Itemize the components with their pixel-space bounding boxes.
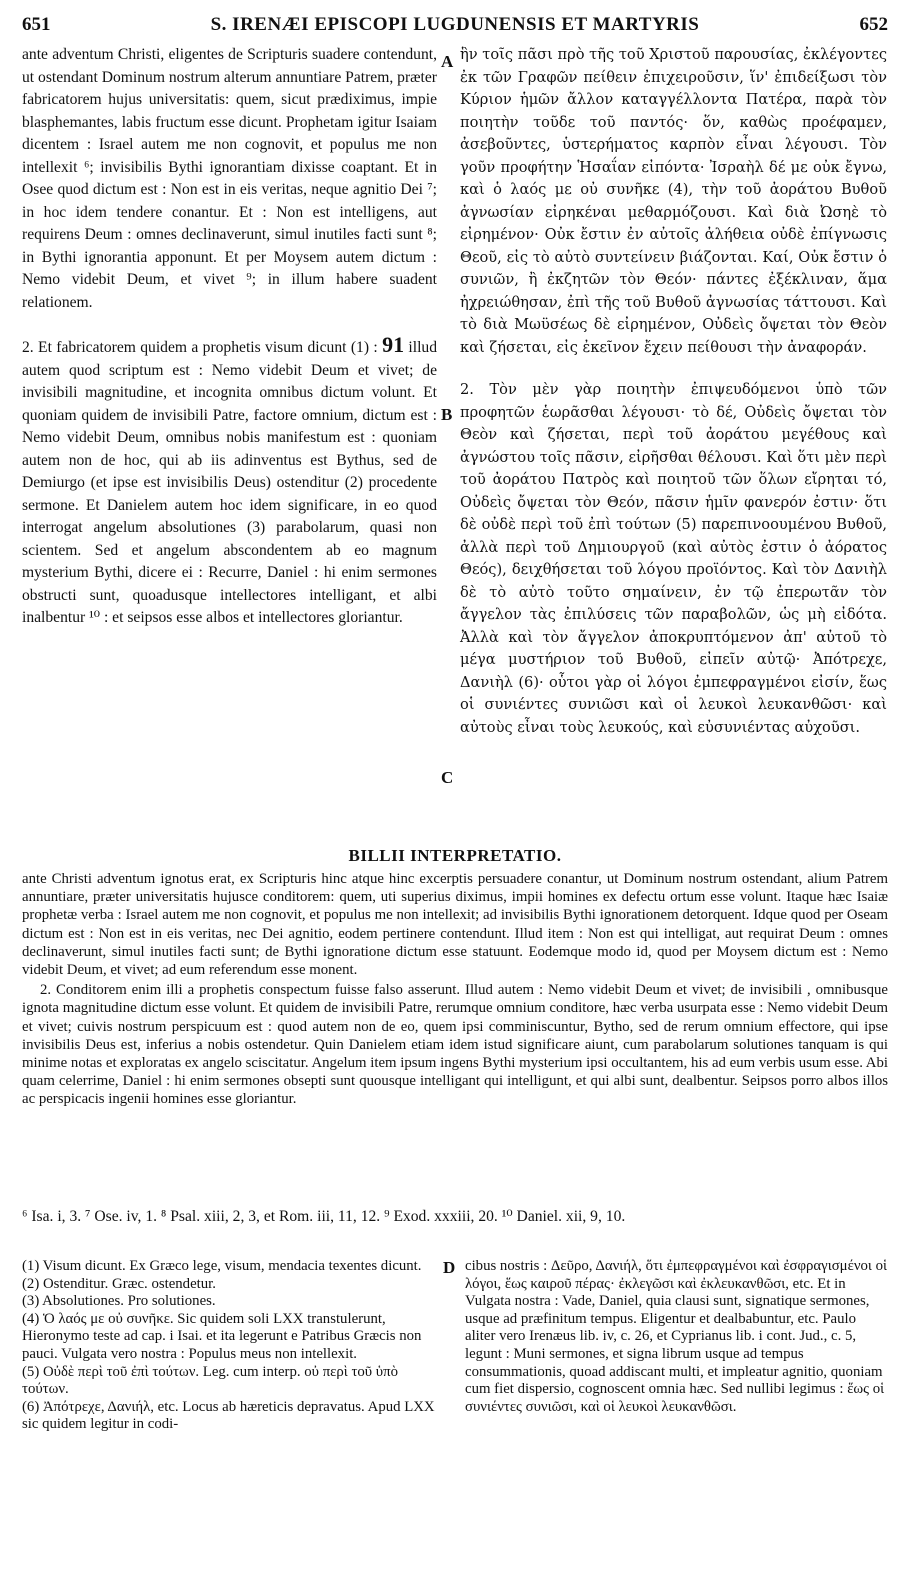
latin-paragraph-1: ante adventum Christi, eligentes de Scripturis suadere contendunt, ut ostendant Dominum nostrum alterum annuntiare Patrem, præter fabricatorem hujus universitatis: quem, sicut prædiximus, impie blasphemantes, labis fructum esse dicunt. Prophetam igitur Isaiam dicentem : Israel autem me non cognovit, et populus me non intellexit ⁶; invisibilis Bythi ignorantiam dixisse coaptant. Et in Osee quod dictum est : Non est in eis veritas, neque agnitio Dei ⁷; in hoc idem tendere conantur. Et : Non est intelligens, aut requirens Deum : omnes declinaverunt, simul inutiles facti sunt ⁸; in Bythi ignorantia apponunt. Et per Moysem autem dictum : Nemo videbit Deum, et vivet ⁹; in illum habere suadent relationem. [22,46,437,311]
interpretatio-title: BILLII INTERPRETATIO. [348,846,562,865]
latin-paragraph-2-start: 2. Et fabricatorem quidem a prophetis visum dicunt (1) : [22,339,378,356]
greek-paragraph-2: 2. Τὸν μὲν γὰρ ποιητὴν ἐπιψευδόμενοι ὑπὸ τῶν προφητῶν ἑωρᾶσθαι λέγουσι· τὸ δέ, Οὐδεὶς ὄψεται τὸν Θεὸν καὶ ζήσεται, περὶ τοῦ ἀοράτου μεγέθους καὶ ἀγνώστου τοῖς πᾶσιν, εἰρῆσθαι θέλουσι. Καὶ ὅτι μὲν περὶ τοῦ ἀοράτου Πατρὸς καὶ ποιητοῦ τῶν ὅλων εἴρηται τό, Οὐδεὶς ὄψεται τὸν Θεόν, πᾶσιν ἡμῖν φανερόν ἐστιν· ὅτι δὲ οὐδὲ περὶ τοῦ ἐπὶ τούτων (5) παρεπινοουμένου Βυθοῦ, ἀλλὰ περὶ τοῦ Δημιουργοῦ (καὶ αὐτὸς ἐστιν ὁ ἀόρατος Θεός), δειχθήσεται τοῦ λόγου προϊόντος. Καὶ τὸν Δανιὴλ δὲ τὸ αὐτὸ τοῦτο σημαίνειν, ἐν τῷ ἐπερωτᾶν τὸν ἄγγελον τὰς ἐπιλύσεις τῶν παραβολῶν, ὡς μὴ εἰδότα. Ἀλλὰ καὶ τὸν ἄγγελον ἀποκρυπτόμενον ἀπ' αὐτοῦ τὸ μέγα μυστήριον τοῦ Βυθοῦ, εἰπεῖν αὐτῷ· Ἀπότρεχε, Δανιὴλ (6)· οὗτοι γὰρ οἱ λόγοι ἐμπεφραγμένοι εἰσίν, ἕως οἱ συνιέντες συνιῶσι καὶ οἱ λευκοὶ λευκανθῶσι· καὶ αὐτοὺς εἶναι τοὺς λευκούς, καὶ εὐσυνιέντας αὐχοῦσι. [460,381,887,736]
footnote-4: (4) Ὁ λαός με οὐ συνῆκε. Sic quidem soli LXX transtulerunt, Hieronymo teste ad cap. i Isai. et ita legerunt e Patribus Græcis non pauci. Vulgata vero nostra : Populus meus non intellexit. [22,1310,422,1362]
margin-letter-b: B [441,405,453,424]
scripture-references: ⁶ Isa. i, 3. ⁷ Ose. iv, 1. ⁸ Psal. xiii, 2, 3, et Rom. iii, 11, 12. ⁹ Exod. xxxiii, 20. ¹⁰ Daniel. xii, 9, 10. [22,1208,626,1225]
footnote-6: (6) Ἀπότρεχε, Δανιήλ, etc. Locus ab hæreticis depravatus. Apud LXX sic quidem legitur in codi- [22,1398,435,1433]
latin-paragraph-2-rest: illud autem quod scriptum est : Nemo videbit Deum et vivet; de invisibili magnitudine, et incognita omnibus dictum volunt. Et quoniam quidem de invisibili Patre, factore omnium, dictum est : Nemo videbit Deum, omnibus nobis manifestum est : quoniam autem non de hoc, qui ab iis adinventus est Bythus, sed de Demiurgo (et ipse est invisibilis Deus) ostenditur (2) procedente sermone. Et Danielem autem hoc idem significare, in eo quod interrogat angelum absolutiones (3) parabolarum, quasi non scientem. Sed et angelum abscondentem ab eo magnum mysterium Bythi, dicere ei : Recurre, Daniel : hi enim sermones obstructi sunt, quoadusque intellectores intelligant, et albi inalbentur ¹⁰ : et seipsos esse albos et intellectores gloriantur. [22,339,438,626]
footnotes-right [465,1258,887,1416]
footnotes-left [22,1258,440,1434]
footnote-3: (3) Absolutiones. Pro solutiones. [22,1293,216,1310]
footnote-5: (5) Οὐδὲ περὶ τοῦ ἐπὶ τούτων. Leg. cum interp. οὐ περὶ τοῦ ὑπὸ τούτων. [22,1363,399,1398]
footnote-2: (2) Ostenditur. Græc. ostendetur. [22,1275,216,1292]
latin-paragraph-2 [22,334,437,630]
margin-letter-a: A [441,52,454,71]
interpretatio-text [22,870,888,1109]
running-header [22,14,888,44]
interpretatio-paragraph-2: 2. Conditorem enim illi a prophetis conspectum fuisse falso asserunt. Illud autem : Nemo videbit Deum et vivet; de invisibili , omnibusque ignota magnitudine dictum esse volunt. Et quidem de invisibili Patre, rerumque omnium conditore, hæc verba usurpata esse : Nemo videbit Deum et vivet; cuivis nostrum perspicuum est : quod autem non de eo, quem ipsi comminiscuntur, Bytho, sed de rerum omnium effectore, qui ipse invisibilis Deus est, inferius a nobis ostendetur. Quin Danielem etiam idem istud significare aiunt, cum parabolarum solutiones tanquam is qui minime notas et exploratas ex angelo sciscitatur. Angelum item ipsum ingens Bythi mysterium ipsi occultantem, his ad eum verbis usum esse. Abi quam celerrime, Daniel : hi enim sermones obsepti sunt quousque intelligant qui intelligunt, et qui albi sunt, dealbentur. Seipsos porro albos illos ac perspicacis ingenii homines esse gloriantur. [22,982,888,1108]
latin-column [22,44,437,630]
greek-paragraph-1: ἣν τοῖς πᾶσι πρὸ τῆς τοῦ Χριστοῦ παρουσίας, ἐκλέγοντες ἐκ τῶν Γραφῶν πείθειν ἐπιχειροῦσιν, ἵν' ἐπιδείξωσι τὸν Κύριον ἡμῶν ἄλλον καταγγέλλοντα Πατέρα, παρὰ τὸν ποιητὴν τοῦδε τοῦ παντός· ὅν, καθὼς προέφαμεν, ἀσεβοῦντες, ὑστερήματος καρπὸν εἶναι λέγουσι. Τὸν γοῦν προφήτην Ἡσαΐαν εἰπόντα· Ἰσραὴλ δέ με οὐκ ἔγνω, καὶ ὁ λαός με οὐ συνῆκε (4), τὴν τοῦ ἀοράτου Βυθοῦ ἀγνωσίαν εἰρηκέναι μεθαρμόζουσι. Καὶ διὰ Ὠσηὲ τὸ εἰρημένον· Οὐκ ἔστιν ἐν αὐτοῖς ἀλήθεια οὐδὲ ἐπίγνωσις Θεοῦ, εἰς τὸ αὐτὸ συντείνειν βιάζονται. Καί, Οὐκ ἔστιν ὁ συνιῶν, ἢ ἐκζητῶν τὸν Θεόν· πάντες ἐξέκλιναν, ἅμα ἠχρειώθησαν, ἐπὶ τῆς τοῦ Βυθοῦ ἀγνωσίας τάττουσι. Καὶ τὸ διὰ Μωϋσέως δὲ εἰρημένον, Οὐδεὶς ὄψεται τὸν Θεὸν καὶ ζήσεται, εἰς ἐκεῖνον ἔχειν πείθουσι τὴν ἀναφοράν. [460,46,887,356]
margin-letter-d: D [443,1258,456,1277]
right-page-number: 652 [859,14,888,35]
interpretatio-paragraph-1: ante Christi adventum ignotus erat, ex Scripturis hinc atque hinc excerptis persuadere conantur, ut Dominum nostrum ostendant, alium Patrem annuntiare, præter universitatis hujusce conditorem: quem, uti superius diximus, impii homines ex defectu ortum esse volunt. Itaque hæc Isaiæ prophetæ verba : Israel autem me non cognovit, et populus me non intellexit; ad invisibilis Bythi ignorationem detorquent. Idque quod per Oseam dictum est : Non est in eis veritas, nec Dei agnitio, eodem pertinere contendunt. Illud item : Non est qui intelligat, aut requirat Deum : omnes declinaverunt, simul inutiles facti sunt; de Bythi ignoratione dictum esse statuunt. Eodemque modo id, quod per Moysem dictum est : Nemo videbit Deum, et vivet; ad eum referendum esse monent. [22,871,888,979]
margin-letter-c: C [441,768,454,787]
running-title: S. IRENÆI EPISCOPI LUGDUNENSIS ET MARTYRIS [210,14,700,35]
footnote-6-continued: cibus nostris : Δεῦρο, Δανιήλ, ὅτι ἐμπεφραγμένοι καὶ ἐσφραγισμένοι οἱ λόγοι, ἕως καιροῦ πέρας· ἐκλεγῶσι καὶ ἐκλευκανθῶσι, etc. Et in Vulgata nostra : Vade, Daniel, quia clausi sunt, signatique sermones, usque ad præfinitum tempus. Eligentur et dealbabuntur, etc. Paulo aliter vero Irenæus lib. iv, c. 26, et Cyprianus lib. i cont. Jud., c. 5, legunt : Muni sermones, et signa librum usque ad tempus consummationis, quoad addiscant multi, et impleatur agnitio, quoniam cum fiet dispersio, cognoscent omnia hæc. Sed nullibi legimus : ἕως οἱ συνιέντες συνιῶσι, καὶ οἱ λευκοὶ λευκανθῶσι. [465,1258,887,1415]
left-page-number: 651 [22,14,51,35]
footnote-1: (1) Visum dicunt. Ex Græco lege, visum, mendacia texentes dicunt. [22,1258,422,1274]
column-number-91: 91 [382,332,405,357]
greek-column [460,44,887,739]
